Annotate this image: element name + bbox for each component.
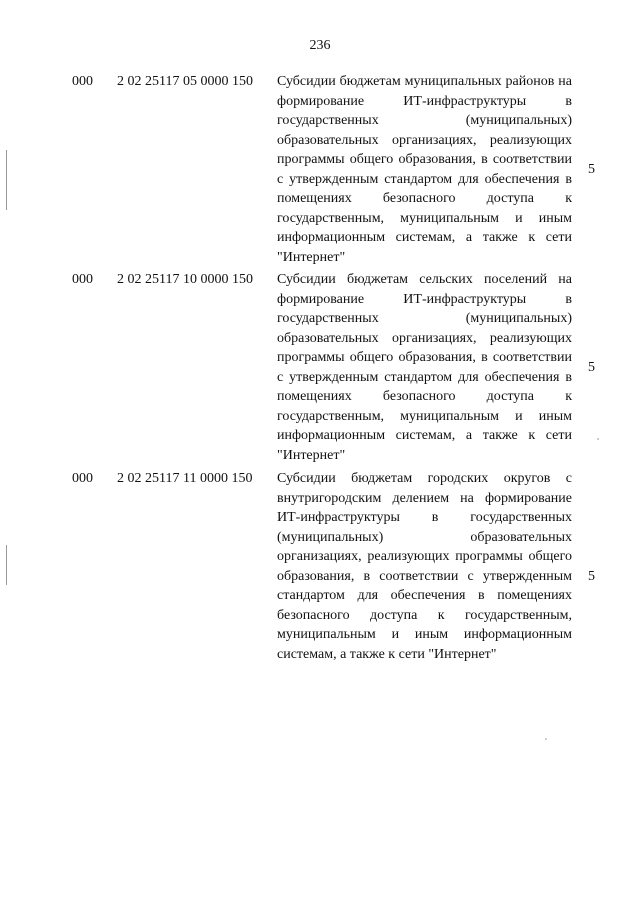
row-code: 000 [72, 471, 93, 486]
row-code: 000 [72, 272, 93, 287]
row-code: 000 [72, 74, 93, 89]
row-description: Субсидии бюджетам сельских поселений на формирование ИТ-инфраструктуры в государственных (муниципальных) образовательных организациях, реализующих программы общего образования, в соответствии с утвержденным стандартом для обеспечения в помещениях безопасного доступа к государственным, муниципальным и иным информационным системам, а также к сети "Интернет" [277, 272, 572, 463]
row-kbk-code: 2 02 25117 11 0000 150 [117, 471, 253, 486]
row-description: Субсидии бюджетам муниципальных районов на формирование ИТ-инфраструктуры в государственных (муниципальных) образовательных организациях, реализующих программы общего образования, в соответствии с утвержденным стандартом для обеспечения в помещениях безопасного доступа к государственным, муниципальным и иным информационным системам, а также к сети "Интернет" [277, 74, 572, 265]
row-kbk-code: 2 02 25117 05 0000 150 [117, 74, 253, 89]
row-amount: 5 [588, 162, 595, 177]
page-number: 236 [309, 38, 331, 53]
row-kbk-code: 2 02 25117 10 0000 150 [117, 272, 253, 287]
row-amount: 5 [588, 360, 595, 375]
scan-speck [545, 738, 547, 740]
scan-edge-mark [6, 150, 7, 210]
row-description: Субсидии бюджетам городских округов с внутригородским делением на формирование ИТ-инфраструктуры в государственных (муниципальных) образовательных организациях, реализующих программы общего образования, в соответствии с утвержденным стандартом для обеспечения в помещениях безопасного доступа к государственным, муниципальным и иным информационным системам, а также к сети "Интернет" [277, 471, 572, 662]
row-amount: 5 [588, 569, 595, 584]
scan-edge-mark [6, 545, 7, 585]
scan-speck [597, 438, 599, 440]
